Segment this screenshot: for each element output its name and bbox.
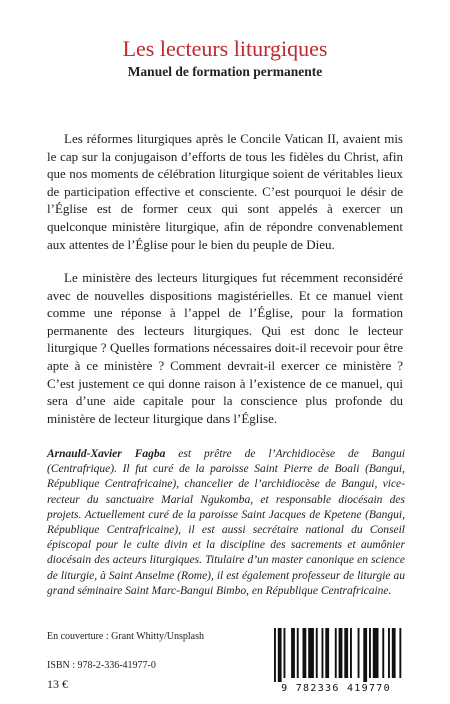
barcode-bar bbox=[399, 628, 401, 678]
barcode-bar bbox=[335, 628, 337, 678]
barcode-bar bbox=[363, 628, 367, 682]
barcode-bar bbox=[278, 628, 282, 682]
barcode-bar bbox=[358, 628, 360, 678]
author-bio-text: est prêtre de l’Archidiocèse de Bangui (Centrafrique). Il fut curé de la paroisse Saint Pierre de Boali (Bangui, République Centrafricaine), chancelier de l’archidiocèse de Bangui, vice-recteur du sanctuaire Marial Ngukomba, et responsable diocésain des projets. Actuellement curé de la paroisse Saint Jacques de Kpetene (Bangui, République Centrafricaine), il est aussi secrétaire national du Conseil épiscopal pour le culte divin et la discipline des sacrements et aumônier diocésain des acteurs liturgiques. Titulaire d’un master canonique en science de liturgie, à Saint Anselme (Rome), il est également professeur de liturgie au grand séminaire Saint Marc-Bangui Bimbo, en République Centrafricaine. bbox=[47, 448, 405, 597]
barcode-bar bbox=[382, 628, 384, 678]
summary-paragraph-2: Le ministère des lecteurs liturgiques fut récemment reconsidéré avec de nouvelles dispositions magistérielles. Et ce manuel vient comme une réponse à l’appel de l’Église, pour la formation permanente des lecteurs liturgiques. Qui est donc le lecteur liturgique ? Quelles formations nécessaires doit-il recevoir pour être apte à ce ministère ? Comment devrait-il exercer ce ministère ? C’est justement ce qui donne raison à l’existence de ce manuel, qui sera d’une aide capitale pour la conscience plus profonde du ministère de lecteur liturgique dans l’Église. bbox=[47, 270, 403, 426]
barcode-bar bbox=[325, 628, 329, 678]
summary-paragraph-1: Les réformes liturgiques après le Concile Vatican II, avaient mis le cap sur la conjugaison d’efforts de tous les fidèles du Christ, afin que nos moments de célébration liturgique soient de véritables lieux de participation effective et consciente. C’est pourquoi le désir de l’Église est de former ceux qui sont appelés à exercer un quelconque ministère liturgique, afin de répondre convenablement aux attentes de l’Église pour le bien du peuple de Dieu. bbox=[47, 131, 403, 252]
barcode bbox=[262, 625, 410, 697]
cover-credit: En couverture : Grant Whitty/Unsplash bbox=[47, 631, 205, 642]
barcode-bar bbox=[369, 628, 371, 678]
barcode-bar bbox=[297, 628, 299, 678]
author-name: Arnauld-Xavier Fagba bbox=[47, 448, 166, 460]
author-biography bbox=[47, 447, 405, 599]
barcode-bar bbox=[316, 628, 318, 678]
barcode-bar bbox=[388, 628, 390, 678]
book-subtitle: Manuel de formation permanente bbox=[127, 64, 323, 79]
barcode-bar bbox=[344, 628, 348, 678]
barcode-bar bbox=[392, 628, 396, 678]
barcode-bar bbox=[308, 628, 314, 678]
isbn: ISBN : 978-2-336-41977-0 bbox=[47, 660, 156, 671]
barcode-bar bbox=[322, 628, 324, 678]
barcode-bar bbox=[350, 628, 352, 678]
barcode-bar bbox=[339, 628, 343, 678]
barcode-number: 9 782336 419770 bbox=[281, 683, 391, 694]
price: 13 € bbox=[47, 677, 68, 691]
barcode-bar bbox=[291, 628, 295, 678]
barcode-bar bbox=[373, 628, 379, 678]
barcode-bar bbox=[274, 628, 276, 682]
barcode-bar bbox=[284, 628, 286, 678]
barcode-bars bbox=[262, 625, 410, 683]
book-title: Les lecteurs liturgiques bbox=[122, 36, 328, 61]
barcode-bar bbox=[303, 628, 307, 678]
